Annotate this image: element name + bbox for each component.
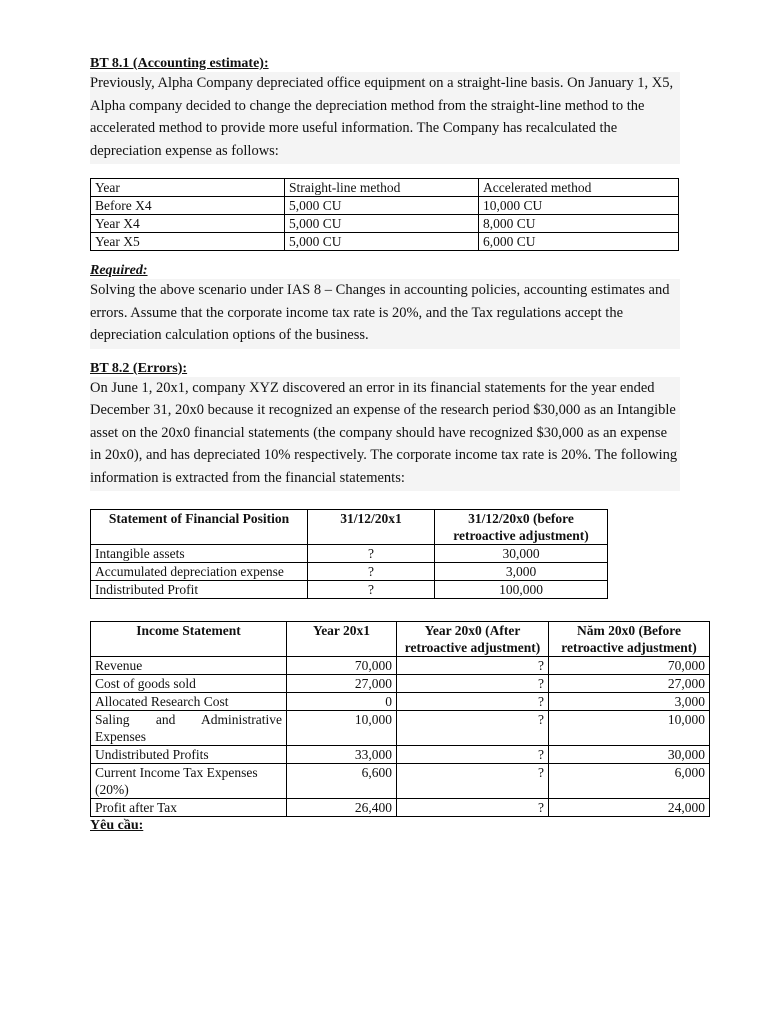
table-header: Year xyxy=(91,179,285,197)
table-row xyxy=(91,197,679,215)
table-cell: 33,000 xyxy=(287,746,397,764)
table-cell: 10,000 xyxy=(287,711,397,746)
table-cell: ? xyxy=(308,581,435,599)
table-cell: Year X5 xyxy=(91,233,285,251)
table-cell: ? xyxy=(397,693,549,711)
requirement-label: Yêu cầu: xyxy=(90,818,144,833)
table-cell: ? xyxy=(397,711,549,746)
table-row xyxy=(91,746,710,764)
table-row xyxy=(91,581,608,599)
table-cell: Allocated Research Cost xyxy=(91,693,287,711)
table-cell: 6,000 CU xyxy=(479,233,679,251)
table-cell: 26,400 xyxy=(287,799,397,817)
table-cell: 70,000 xyxy=(287,657,397,675)
table-cell: 5,000 CU xyxy=(285,215,479,233)
table-row xyxy=(91,545,608,563)
table-cell: Cost of goods sold xyxy=(91,675,287,693)
table-cell: 30,000 xyxy=(435,545,608,563)
financial-position-table xyxy=(90,509,608,599)
table-cell: Intangible assets xyxy=(91,545,308,563)
required-paragraph: Solving the above scenario under IAS 8 – Changes in accounting policies, accounting estimates and errors. Assume that the corporate income tax rate is 20%, and the Tax regulations accept the depreciation calculation options of the business. xyxy=(90,279,680,349)
table-row xyxy=(91,799,710,817)
table-cell: 10,000 CU xyxy=(479,197,679,215)
table-cell: 24,000 xyxy=(549,799,710,817)
table-cell: 70,000 xyxy=(549,657,710,675)
table-header-row xyxy=(91,510,608,545)
table-cell: 100,000 xyxy=(435,581,608,599)
table-cell: 30,000 xyxy=(549,746,710,764)
table-cell: ? xyxy=(397,746,549,764)
table-cell: Before X4 xyxy=(91,197,285,215)
table-cell: Profit after Tax xyxy=(91,799,287,817)
table-cell: Current Income Tax Expenses (20%) xyxy=(91,764,287,799)
table-row xyxy=(91,233,679,251)
table-cell: Indistributed Profit xyxy=(91,581,308,599)
table-header: 31/12/20x1 xyxy=(308,510,435,545)
table-cell: ? xyxy=(397,657,549,675)
table-cell: 8,000 CU xyxy=(479,215,679,233)
table-cell: ? xyxy=(308,563,435,581)
table-header: Year 20x0 (After retroactive adjustment) xyxy=(397,622,549,657)
table-cell: 5,000 CU xyxy=(285,233,479,251)
table-row xyxy=(91,657,710,675)
table-header: Statement of Financial Position xyxy=(91,510,308,545)
table-cell: 3,000 xyxy=(549,693,710,711)
table-header: Straight-line method xyxy=(285,179,479,197)
table-cell: 5,000 CU xyxy=(285,197,479,215)
table-cell: ? xyxy=(397,764,549,799)
bt82-heading: BT 8.2 (Errors): xyxy=(90,360,188,376)
table-cell: 6,000 xyxy=(549,764,710,799)
table-cell: Accumulated depreciation expense xyxy=(91,563,308,581)
table-cell: 10,000 xyxy=(549,711,710,746)
table-header-row xyxy=(91,179,679,197)
table-cell: 3,000 xyxy=(435,563,608,581)
table-cell: Undistributed Profits xyxy=(91,746,287,764)
table-cell: Revenue xyxy=(91,657,287,675)
table-cell: Year X4 xyxy=(91,215,285,233)
table-cell: Saling and Administrative Expenses xyxy=(91,711,287,746)
depreciation-table xyxy=(90,178,679,251)
table-header: Năm 20x0 (Before retroactive adjustment) xyxy=(549,622,710,657)
table-header: Year 20x1 xyxy=(287,622,397,657)
table-cell: 6,600 xyxy=(287,764,397,799)
table-header-row xyxy=(91,622,710,657)
table-header: Income Statement xyxy=(91,622,287,657)
table-row xyxy=(91,764,710,799)
income-statement-table xyxy=(90,621,710,817)
table-cell: 27,000 xyxy=(549,675,710,693)
table-header: Accelerated method xyxy=(479,179,679,197)
table-cell: ? xyxy=(308,545,435,563)
table-row xyxy=(91,675,710,693)
table-cell: ? xyxy=(397,675,549,693)
bt82-paragraph: On June 1, 20x1, company XYZ discovered an error in its financial statements for the year ended December 31, 20x0 because it recognized an expense of the research period $30,000 as an Intangible asset on the 20x0 financial statements (the company should have recognized $30,000 as an expense in 20x0), and has depreciated 10% respectively. The corporate income tax rate is 20%. The following information is extracted from the financial statements: xyxy=(90,377,680,492)
table-row xyxy=(91,711,710,746)
table-row xyxy=(91,563,608,581)
table-cell: 27,000 xyxy=(287,675,397,693)
table-cell: ? xyxy=(397,799,549,817)
table-row xyxy=(91,693,710,711)
bt81-paragraph: Previously, Alpha Company depreciated office equipment on a straight-line basis. On January 1, X5, Alpha company decided to change the depreciation method from the straight-line method to the accelerated method to provide more useful information. The Company has recalculated the depreciation expense as follows: xyxy=(90,72,680,164)
required-label: Required: xyxy=(90,263,148,278)
bt81-heading: BT 8.1 (Accounting estimate): xyxy=(90,56,269,71)
table-header: 31/12/20x0 (before retroactive adjustment) xyxy=(435,510,608,545)
document-page xyxy=(90,56,710,834)
table-row xyxy=(91,215,679,233)
table-cell: 0 xyxy=(287,693,397,711)
